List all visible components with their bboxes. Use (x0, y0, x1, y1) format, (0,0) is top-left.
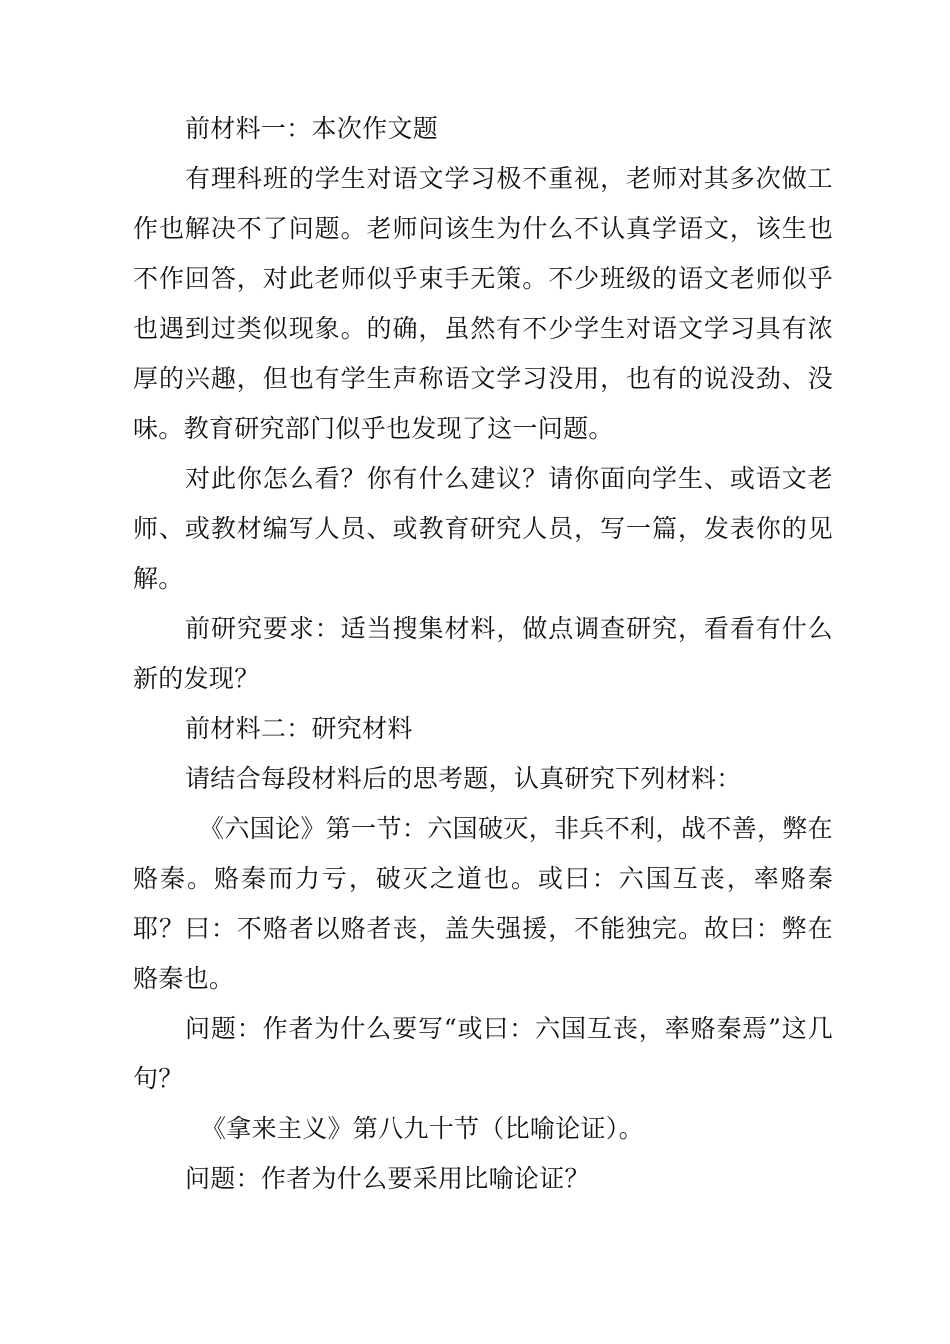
paragraph-instructions: 请结合每段材料后的思考题，认真研究下列材料： (185, 764, 742, 793)
section-heading-material-one: 前材料一：本次作文题 (185, 114, 439, 143)
paragraph-question-one: 问题：作者为什么要写“或曰：六国互丧，率赂秦焉”这几句？ (133, 1014, 833, 1093)
paragraph-research-requirement: 前研究要求：适当搜集材料，做点调查研究，看看有什么新的发现？ (133, 614, 833, 693)
paragraph-liuguolun-excerpt: 《六国论》第一节：六国破灭，非兵不利，战不善，弊在赂秦。赂秦而力亏，破灭之道也。或曰：六国互丧，率赂秦耶？曰：不赂者以赂者丧，盖失强援，不能独完。故曰：弊在赂秦也。 (133, 814, 833, 993)
paragraph-nalaizhuyi-reference: 《拿来主义》第八九十节（比喻论证）。 (201, 1114, 644, 1143)
paragraph-writing-task: 对此你怎么看？你有什么建议？请你面向学生、或语文老师、或教材编写人员、或教育研究人员，写一篇，发表你的见解。 (133, 464, 833, 593)
document-body (133, 104, 833, 1204)
paragraph-question-two: 问题：作者为什么要采用比喻论证？ (185, 1164, 590, 1193)
section-heading-material-two: 前材料二：研究材料 (185, 714, 413, 743)
paragraph-prompt-description: 有理科班的学生对语文学习极不重视，老师对其多次做工作也解决不了问题。老师问该生为什么不认真学语文，该生也不作回答，对此老师似乎束手无策。不少班级的语文老师似乎也遇到过类似现象。的确，虽然有不少学生对语文学习具有浓厚的兴趣，但也有学生声称语文学习没用，也有的说没劲、没味。教育研究部门似乎也发现了这一问题。 (133, 164, 833, 443)
